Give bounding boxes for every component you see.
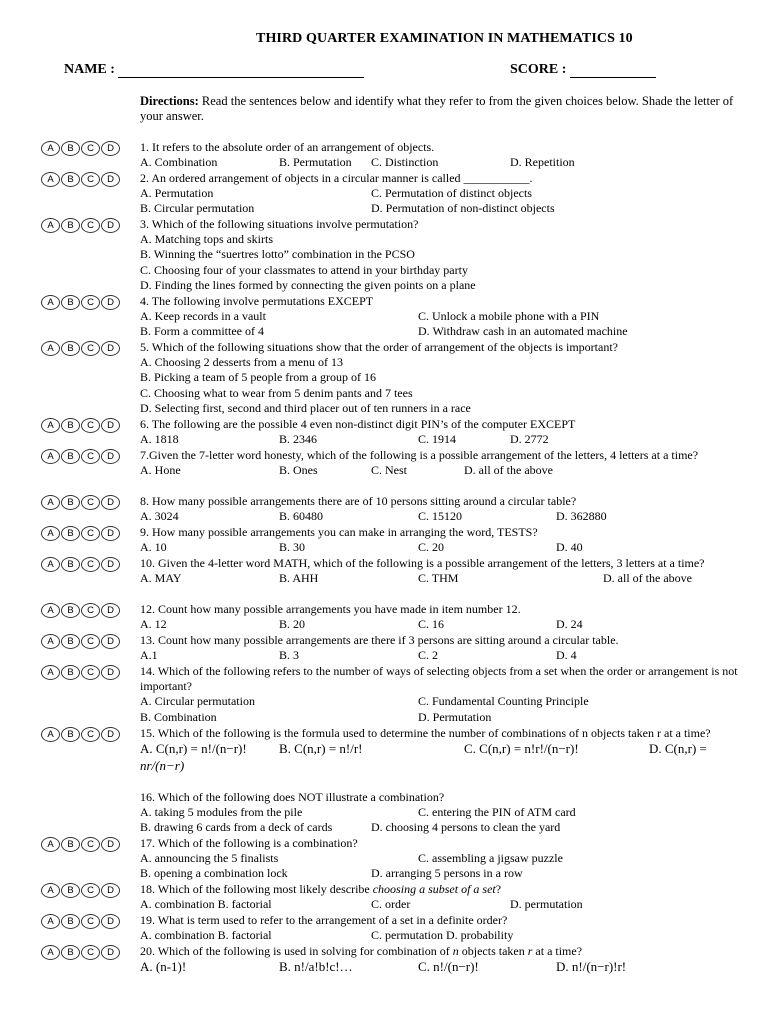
question-9 xyxy=(140,525,760,555)
q7-choice-a: A. Hone xyxy=(140,463,181,478)
answer-bubble-c[interactable]: C xyxy=(81,172,100,187)
answer-bubble-c[interactable]: C xyxy=(81,141,100,156)
answer-bubble-group[interactable] xyxy=(41,634,127,650)
answer-bubble-group[interactable] xyxy=(41,727,127,743)
q20-choice-d: D. n!/(n−r)!r! xyxy=(556,959,627,975)
answer-bubble-group[interactable] xyxy=(41,495,127,511)
q17-stem: 17. Which of the following is a combination? xyxy=(140,836,358,850)
answer-bubble-d[interactable]: D xyxy=(101,418,120,433)
answer-bubble-b[interactable]: B xyxy=(61,495,80,510)
answer-bubble-a[interactable]: A xyxy=(41,557,60,572)
answer-bubble-b[interactable]: B xyxy=(61,837,80,852)
q20-choice-a: A. (n-1)! xyxy=(140,959,187,975)
q10-choice-a: A. MAY xyxy=(140,571,182,586)
q4-choice-d: D. Withdraw cash in an automated machine xyxy=(418,324,628,339)
answer-bubble-group[interactable] xyxy=(41,603,127,619)
q14-choice-d: D. Permutation xyxy=(418,709,492,724)
q18-choice-d: D. permutation xyxy=(510,897,583,912)
q15-choice-c: C. C(n,r) = n!r!/(n−r)! xyxy=(464,741,579,757)
exam-title: THIRD QUARTER EXAMINATION IN MATHEMATICS 10 xyxy=(256,31,633,46)
answer-bubble-b[interactable]: B xyxy=(61,341,80,356)
answer-bubble-b[interactable]: B xyxy=(61,172,80,187)
q18-choice-c: C. order xyxy=(371,897,411,912)
q5-choice-c: C. Choosing what to wear from 5 denim pants and 7 tees xyxy=(140,385,413,400)
answer-bubble-a[interactable]: A xyxy=(41,634,60,649)
q1-stem: 1. It refers to the absolute order of an arrangement of objects. xyxy=(140,140,435,154)
q10-stem: 10. Given the 4-letter word MATH, which of the following is a possible arrangement of the letters, 3 letters at a time? xyxy=(140,556,705,570)
answer-bubble-d[interactable]: D xyxy=(101,727,120,742)
q6-stem: 6. The following are the possible 4 even non-distinct digit PIN’s of the computer EXCEPT xyxy=(140,417,576,431)
answer-bubble-c[interactable]: C xyxy=(81,495,100,510)
q20-stem-end: at a time? xyxy=(535,944,583,958)
q5-choice-b: B. Picking a team of 5 people from a group of 16 xyxy=(140,370,376,385)
q20-stem-pre: 20. Which of the following is used in solving for combination of xyxy=(140,944,450,958)
question-12 xyxy=(140,602,760,632)
q17-choice-c: C. assembling a jigsaw puzzle xyxy=(418,851,563,866)
q20-choice-b: B. n!/a!b!c!… xyxy=(279,959,353,975)
q16-choice-d: D. choosing 4 persons to clean the yard xyxy=(371,820,561,835)
q10-choice-d: D. all of the above xyxy=(603,571,692,586)
directions xyxy=(140,94,740,124)
q19-choice-ab: A. combination B. factorial xyxy=(140,928,272,943)
answer-bubble-b[interactable]: B xyxy=(61,418,80,433)
q18-choice-ab: A. combination B. factorial xyxy=(140,897,272,912)
q2-choice-c: C. Permutation of distinct objects xyxy=(371,186,532,201)
q9-stem: 9. How many possible arrangements you can make in arranging the word, TESTS? xyxy=(140,525,538,539)
answer-bubble-a[interactable]: A xyxy=(41,526,60,541)
answer-bubble-a[interactable]: A xyxy=(41,665,60,680)
q8-choice-b: B. 60480 xyxy=(279,509,324,524)
answer-bubble-c[interactable]: C xyxy=(81,837,100,852)
answer-bubble-a[interactable]: A xyxy=(41,883,60,898)
q7-choice-b: B. Ones xyxy=(279,463,318,478)
q17-choice-b: B. opening a combination lock xyxy=(140,866,288,881)
answer-bubble-a[interactable]: A xyxy=(41,914,60,929)
answer-bubble-group[interactable] xyxy=(41,449,127,465)
answer-bubble-b[interactable]: B xyxy=(61,526,80,541)
q12-choice-b: B. 20 xyxy=(279,617,306,632)
answer-bubble-a[interactable]: A xyxy=(41,141,60,156)
q3-choice-a: A. Matching tops and skirts xyxy=(140,232,273,247)
question-5 xyxy=(140,340,760,416)
q19-stem: 19. What is term used to refer to the arrangement of a set in a definite order? xyxy=(140,913,508,927)
answer-bubble-group[interactable] xyxy=(41,141,127,157)
answer-bubble-a[interactable]: A xyxy=(41,449,60,464)
question-15 xyxy=(140,726,760,773)
q12-choice-a: A. 12 xyxy=(140,617,167,632)
q9-choice-d: D. 40 xyxy=(556,540,583,555)
answer-bubble-c[interactable]: C xyxy=(81,449,100,464)
q20-stem-mid: objects taken xyxy=(461,944,525,958)
name-field[interactable] xyxy=(64,62,364,78)
q12-stem: 12. Count how many possible arrangements you have made in item number 12. xyxy=(140,602,521,616)
question-10 xyxy=(140,556,760,586)
answer-bubble-c[interactable]: C xyxy=(81,914,100,929)
answer-bubble-a[interactable]: A xyxy=(41,341,60,356)
q9-choice-c: C. 20 xyxy=(418,540,445,555)
answer-bubble-d[interactable]: D xyxy=(101,449,120,464)
score-label: SCORE : xyxy=(510,62,567,77)
answer-bubble-d[interactable]: D xyxy=(101,141,120,156)
answer-bubble-d[interactable]: D xyxy=(101,945,120,960)
answer-bubble-b[interactable]: B xyxy=(61,665,80,680)
q9-choice-b: B. 30 xyxy=(279,540,306,555)
score-field[interactable] xyxy=(510,62,656,78)
q7-choice-c: C. Nest xyxy=(371,463,407,478)
answer-bubble-b[interactable]: B xyxy=(61,727,80,742)
answer-bubble-b[interactable]: B xyxy=(61,914,80,929)
q3-stem: 3. Which of the following situations involve permutation? xyxy=(140,217,419,231)
answer-bubble-c[interactable]: C xyxy=(81,218,100,233)
q2-choice-a: A. Permutation xyxy=(140,186,214,201)
answer-bubble-a[interactable]: A xyxy=(41,837,60,852)
answer-bubble-c[interactable]: C xyxy=(81,418,100,433)
name-label: NAME : xyxy=(64,62,115,77)
question-16 xyxy=(140,790,760,836)
answer-bubble-b[interactable]: B xyxy=(61,449,80,464)
answer-bubble-b[interactable]: B xyxy=(61,141,80,156)
q2-choice-b: B. Circular permutation xyxy=(140,201,255,216)
directions-text: Read the sentences below and identify what they refer to from the given choices below. Shade the letter of your answer. xyxy=(140,94,734,123)
question-20 xyxy=(140,944,760,976)
q6-choice-c: C. 1914 xyxy=(418,432,457,447)
question-8 xyxy=(140,494,760,524)
q15-choice-d-formula: nr/(n−r) xyxy=(140,758,185,774)
score-blank[interactable] xyxy=(570,63,656,78)
question-3 xyxy=(140,217,760,293)
q2-choice-d: D. Permutation of non-distinct objects xyxy=(371,201,555,216)
q19-choice-cd: C. permutation D. probability xyxy=(371,928,514,943)
q4-choice-c: C. Unlock a mobile phone with a PIN xyxy=(418,309,600,324)
answer-bubble-a[interactable]: A xyxy=(41,218,60,233)
answer-bubble-b[interactable]: B xyxy=(61,883,80,898)
answer-bubble-d[interactable]: D xyxy=(101,172,120,187)
answer-bubble-d[interactable]: D xyxy=(101,883,120,898)
q5-choice-d: D. Selecting first, second and third placer out of ten runners in a race xyxy=(140,400,471,415)
q16-choice-c: C. entering the PIN of ATM card xyxy=(418,805,576,820)
answer-bubble-d[interactable]: D xyxy=(101,495,120,510)
q3-choice-c: C. Choosing four of your classmates to attend in your birthday party xyxy=(140,262,468,277)
answer-bubble-c[interactable]: C xyxy=(81,665,100,680)
q5-choice-a: A. Choosing 2 desserts from a menu of 13 xyxy=(140,355,343,370)
q14-choice-a: A. Circular permutation xyxy=(140,694,255,709)
q15-stem: 15. Which of the following is the formula used to determine the number of combinations of n objects taken r at a time? xyxy=(140,726,711,740)
question-4 xyxy=(140,294,760,340)
q8-choice-d: D. 362880 xyxy=(556,509,607,524)
answer-bubble-d[interactable]: D xyxy=(101,295,120,310)
answer-bubble-group[interactable] xyxy=(41,883,127,899)
name-blank[interactable] xyxy=(118,63,364,78)
q1-choice-d: D. Repetition xyxy=(510,155,575,170)
q3-choice-b: B. Winning the “suertres lotto” combination in the PCSO xyxy=(140,247,415,262)
answer-bubble-a[interactable]: A xyxy=(41,603,60,618)
q13-stem: 13. Count how many possible arrangements are there if 3 persons are sitting around a circular table. xyxy=(140,633,619,647)
answer-bubble-a[interactable]: A xyxy=(41,495,60,510)
q18-stem: 18. Which of the following most likely describe xyxy=(140,882,370,896)
q13-choice-b: B. 3 xyxy=(279,648,300,663)
answer-bubble-c[interactable]: C xyxy=(81,945,100,960)
answer-bubble-d[interactable]: D xyxy=(101,218,120,233)
answer-bubble-c[interactable]: C xyxy=(81,603,100,618)
q20-stem-n: n xyxy=(452,944,459,958)
answer-bubble-group[interactable] xyxy=(41,172,127,188)
question-18 xyxy=(140,882,760,912)
question-13 xyxy=(140,633,760,663)
answer-bubble-c[interactable]: C xyxy=(81,526,100,541)
q1-choice-b: B. Permutation xyxy=(279,155,352,170)
q12-choice-d: D. 24 xyxy=(556,617,583,632)
q6-choice-a: A. 1818 xyxy=(140,432,179,447)
answer-bubble-d[interactable]: D xyxy=(101,557,120,572)
answer-bubble-a[interactable]: A xyxy=(41,418,60,433)
q10-choice-c: C. THM xyxy=(418,571,459,586)
answer-bubble-group[interactable] xyxy=(41,418,127,434)
question-6 xyxy=(140,417,760,447)
answer-bubble-a[interactable]: A xyxy=(41,727,60,742)
q15-choice-d: D. C(n,r) = xyxy=(649,741,707,757)
answer-bubble-a[interactable]: A xyxy=(41,172,60,187)
question-1 xyxy=(140,140,760,170)
q16-stem: 16. Which of the following does NOT illustrate a combination? xyxy=(140,790,445,804)
answer-bubble-b[interactable]: B xyxy=(61,945,80,960)
q4-choice-b: B. Form a committee of 4 xyxy=(140,324,264,339)
answer-bubble-d[interactable]: D xyxy=(101,526,120,541)
answer-bubble-d[interactable]: D xyxy=(101,914,120,929)
answer-bubble-c[interactable]: C xyxy=(81,727,100,742)
q18-stem-italic: choosing a subset of a set xyxy=(372,882,496,896)
answer-bubble-a[interactable]: A xyxy=(41,295,60,310)
q1-choice-a: A. Combination xyxy=(140,155,218,170)
q8-stem: 8. How many possible arrangements there are of 10 persons sitting around a circular table? xyxy=(140,494,577,508)
answer-bubble-group[interactable] xyxy=(41,665,127,681)
answer-bubble-group[interactable] xyxy=(41,341,127,357)
q1-choice-c: C. Distinction xyxy=(371,155,439,170)
answer-bubble-group[interactable] xyxy=(41,837,127,853)
q20-stem-r: r xyxy=(527,944,533,958)
answer-bubble-d[interactable]: D xyxy=(101,603,120,618)
q12-choice-c: C. 16 xyxy=(418,617,445,632)
question-2 xyxy=(140,171,760,217)
q13-choice-c: C. 2 xyxy=(418,648,439,663)
q14-choice-b: B. Combination xyxy=(140,709,217,724)
q10-choice-b: B. AHH xyxy=(279,571,319,586)
q8-choice-a: A. 3024 xyxy=(140,509,179,524)
q4-stem: 4. The following involve permutations EXCEPT xyxy=(140,294,374,308)
question-17 xyxy=(140,836,760,882)
q9-choice-a: A. 10 xyxy=(140,540,167,555)
answer-bubble-c[interactable]: C xyxy=(81,295,100,310)
answer-bubble-b[interactable]: B xyxy=(61,603,80,618)
answer-bubble-d[interactable]: D xyxy=(101,634,120,649)
q15-choice-b: B. C(n,r) = n!/r! xyxy=(279,741,363,757)
answer-bubble-group[interactable] xyxy=(41,945,127,961)
question-14 xyxy=(140,664,760,725)
answer-bubble-d[interactable]: D xyxy=(101,665,120,680)
q17-choice-a: A. announcing the 5 finalists xyxy=(140,851,279,866)
q13-choice-d: D. 4 xyxy=(556,648,577,663)
answer-bubble-c[interactable]: C xyxy=(81,341,100,356)
q7-choice-d: D. all of the above xyxy=(464,463,553,478)
q4-choice-a: A. Keep records in a vault xyxy=(140,309,266,324)
q20-choice-c: C. n!/(n−r)! xyxy=(418,959,479,975)
answer-bubble-d[interactable]: D xyxy=(101,341,120,356)
answer-bubble-group[interactable] xyxy=(41,914,127,930)
q18-stem-end: ? xyxy=(495,882,502,896)
q17-choice-d: D. arranging 5 persons in a row xyxy=(371,866,523,881)
answer-bubble-b[interactable]: B xyxy=(61,218,80,233)
answer-bubble-c[interactable]: C xyxy=(81,883,100,898)
answer-bubble-group[interactable] xyxy=(41,218,127,234)
q14-choice-c: C. Fundamental Counting Principle xyxy=(418,694,589,709)
answer-bubble-group[interactable] xyxy=(41,557,127,573)
q16-choice-b: B. drawing 6 cards from a deck of cards xyxy=(140,820,333,835)
q16-choice-a: A. taking 5 modules from the pile xyxy=(140,805,303,820)
question-7 xyxy=(140,448,760,478)
q5-stem: 5. Which of the following situations show that the order of arrangement of the objects is important? xyxy=(140,340,618,354)
answer-bubble-b[interactable]: B xyxy=(61,295,80,310)
directions-lead: Directions: xyxy=(140,94,199,108)
answer-bubble-b[interactable]: B xyxy=(61,634,80,649)
q3-choice-d: D. Finding the lines formed by connecting the given points on a plane xyxy=(140,277,476,292)
q2-stem: 2. An ordered arrangement of objects in a circular manner is called ___________. xyxy=(140,171,533,185)
q15-choice-a: A. C(n,r) = n!/(n−r)! xyxy=(140,741,247,757)
question-19 xyxy=(140,913,760,943)
answer-bubble-d[interactable]: D xyxy=(101,837,120,852)
answer-bubble-a[interactable]: A xyxy=(41,945,60,960)
q6-choice-b: B. 2346 xyxy=(279,432,318,447)
q8-choice-c: C. 15120 xyxy=(418,509,463,524)
q7-stem: 7.Given the 7-letter word honesty, which of the following is a possible arrangement of the letters, 4 letters at a time? xyxy=(140,448,699,462)
answer-bubble-b[interactable]: B xyxy=(61,557,80,572)
q6-choice-d: D. 2772 xyxy=(510,432,549,447)
answer-bubble-group[interactable] xyxy=(41,295,127,311)
answer-bubble-c[interactable]: C xyxy=(81,634,100,649)
answer-bubble-group[interactable] xyxy=(41,526,127,542)
answer-bubble-c[interactable]: C xyxy=(81,557,100,572)
q13-choice-a: A.1 xyxy=(140,648,158,663)
q14-stem: 14. Which of the following refers to the number of ways of selecting objects from a set when the order or arrangement is not important? xyxy=(140,664,738,694)
